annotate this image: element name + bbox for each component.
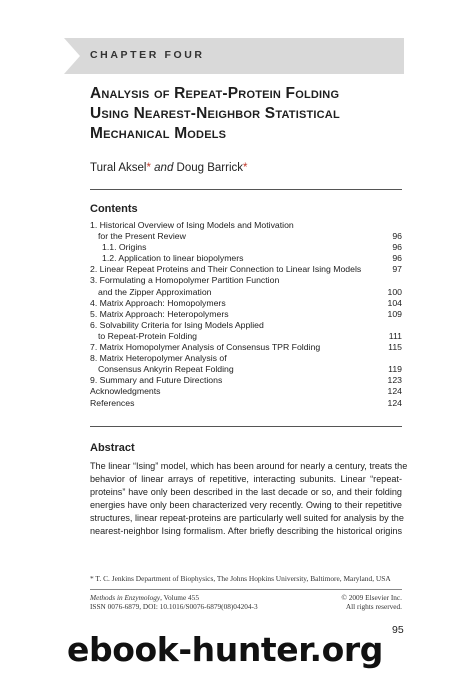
journal-volume: , Volume 455 [160, 593, 199, 602]
journal-name: Methods in Enzymology [90, 593, 161, 602]
footnote-marker: * [90, 574, 94, 583]
toc-entry-title: 1. Historical Overview of Ising Models and Motivation [90, 220, 294, 230]
title-line: Mechanical Models [90, 125, 227, 142]
banner-notch [64, 38, 80, 74]
toc-entry-page: 97 [392, 264, 402, 275]
toc-entry[interactable] [90, 220, 402, 231]
abstract-line: behavior of linear arrays of repetitive, interacting subunits. Linear “repeat- [90, 474, 402, 485]
chapter-title [90, 84, 410, 144]
toc-entry-title: and the Zipper Approximation [98, 286, 212, 297]
toc-entry-title: 7. Matrix Homopolymer Analysis of Consensus TPR Folding [90, 342, 321, 353]
toc-entry-title: Consensus Ankyrin Repeat Folding [98, 364, 234, 375]
toc-entry[interactable] [90, 287, 402, 298]
footnote-text: T. C. Jenkins Department of Biophysics, The Johns Hopkins University, Baltimore, Maryland, USA [95, 574, 391, 583]
author-affiliation-marker[interactable]: * [243, 162, 248, 174]
toc-entry-page: 124 [387, 386, 402, 397]
toc-entry[interactable] [90, 231, 402, 242]
author-name: Tural Aksel [90, 162, 147, 174]
toc-entry[interactable] [90, 242, 402, 253]
toc-entry[interactable] [90, 264, 402, 275]
copyright: © 2009 Elsevier Inc. [341, 593, 402, 602]
toc-entry-title: for the Present Review [98, 231, 186, 242]
abstract-line: energies have only been characterized very recently. Owing to their repetitive [90, 500, 402, 511]
rights-notice: All rights reserved. [345, 602, 402, 611]
toc-entry[interactable] [90, 342, 402, 353]
toc-entry-page: 109 [387, 308, 402, 319]
divider [90, 189, 402, 190]
toc-entry[interactable] [90, 320, 402, 331]
toc-entry-page: 115 [388, 342, 402, 353]
page-number: 95 [392, 624, 404, 636]
toc-entry-title: 9. Summary and Future Directions [90, 375, 223, 386]
abstract-line: proteins” have only been described in the last decade or so, and their folding [90, 487, 402, 498]
toc-entry-title: to Repeat-Protein Folding [98, 330, 197, 341]
toc-entry-title: 2. Linear Repeat Proteins and Their Connection to Linear Ising Models [90, 264, 362, 275]
toc-entry-page: 123 [387, 375, 402, 386]
contents-heading: Contents [90, 203, 138, 215]
toc-entry-title: Acknowledgments [90, 386, 161, 397]
toc-entry-page: 119 [388, 364, 402, 375]
watermark: ebook-hunter.org [67, 630, 383, 669]
toc-entry[interactable] [90, 253, 402, 264]
authors [90, 162, 248, 174]
affiliation-footnote [90, 574, 391, 583]
toc-entry[interactable] [90, 375, 402, 386]
toc-entry[interactable] [90, 275, 402, 286]
abstract-heading: Abstract [90, 442, 135, 454]
table-of-contents [90, 220, 402, 409]
toc-entry[interactable] [90, 386, 402, 397]
author-conjunction: and [154, 162, 174, 174]
abstract-line: The linear “Ising” model, which has been around for nearly a century, treats the [90, 461, 408, 471]
toc-entry-title: 4. Matrix Approach: Homopolymers [90, 297, 226, 308]
abstract-line: nearest-neighbor Ising formalism. After briefly describing the historical origins [90, 526, 402, 537]
toc-entry[interactable] [90, 298, 402, 309]
toc-entry-title: 1.1. Origins [102, 242, 147, 253]
divider [90, 426, 402, 427]
toc-entry-page: 104 [387, 297, 402, 308]
toc-entry[interactable] [90, 364, 402, 375]
toc-entry-title: References [90, 397, 135, 408]
divider [90, 589, 402, 590]
issn-doi: ISSN 0076-6879, DOI: 10.1016/S0076-6879(08)04204-3 [90, 602, 258, 611]
toc-entry-title: 6. Solvability Criteria for Ising Models Applied [90, 319, 264, 330]
toc-entry[interactable] [90, 398, 402, 409]
journal-info [90, 593, 199, 602]
toc-entry-page: 96 [392, 253, 402, 264]
toc-entry-title: 8. Matrix Heteropolymer Analysis of [90, 353, 227, 364]
author-affiliation-marker[interactable]: * [146, 162, 151, 174]
toc-entry[interactable] [90, 309, 402, 320]
title-line: Analysis of Repeat-Protein Folding [90, 85, 340, 102]
toc-entry-page: 124 [387, 397, 402, 408]
toc-entry-title: 1.2. Application to linear biopolymers [102, 253, 244, 264]
abstract-text [90, 460, 408, 539]
title-line: Using Nearest-Neighbor Statistical [90, 105, 340, 122]
abstract-line: structures, linear repeat-proteins are particularly well suited for analysis by the [90, 513, 404, 524]
toc-entry-page: 96 [392, 242, 402, 253]
toc-entry[interactable] [90, 331, 402, 342]
toc-entry-page: 100 [387, 286, 402, 297]
author-name: Doug Barrick [176, 162, 244, 174]
toc-entry-title: 3. Formulating a Homopolymer Partition Function [90, 275, 280, 286]
chapter-label: CHAPTER FOUR [90, 49, 205, 61]
toc-entry-page: 111 [388, 330, 402, 341]
toc-entry-title: 5. Matrix Approach: Heteropolymers [90, 308, 229, 319]
toc-entry[interactable] [90, 353, 402, 364]
toc-entry-page: 96 [392, 231, 402, 242]
